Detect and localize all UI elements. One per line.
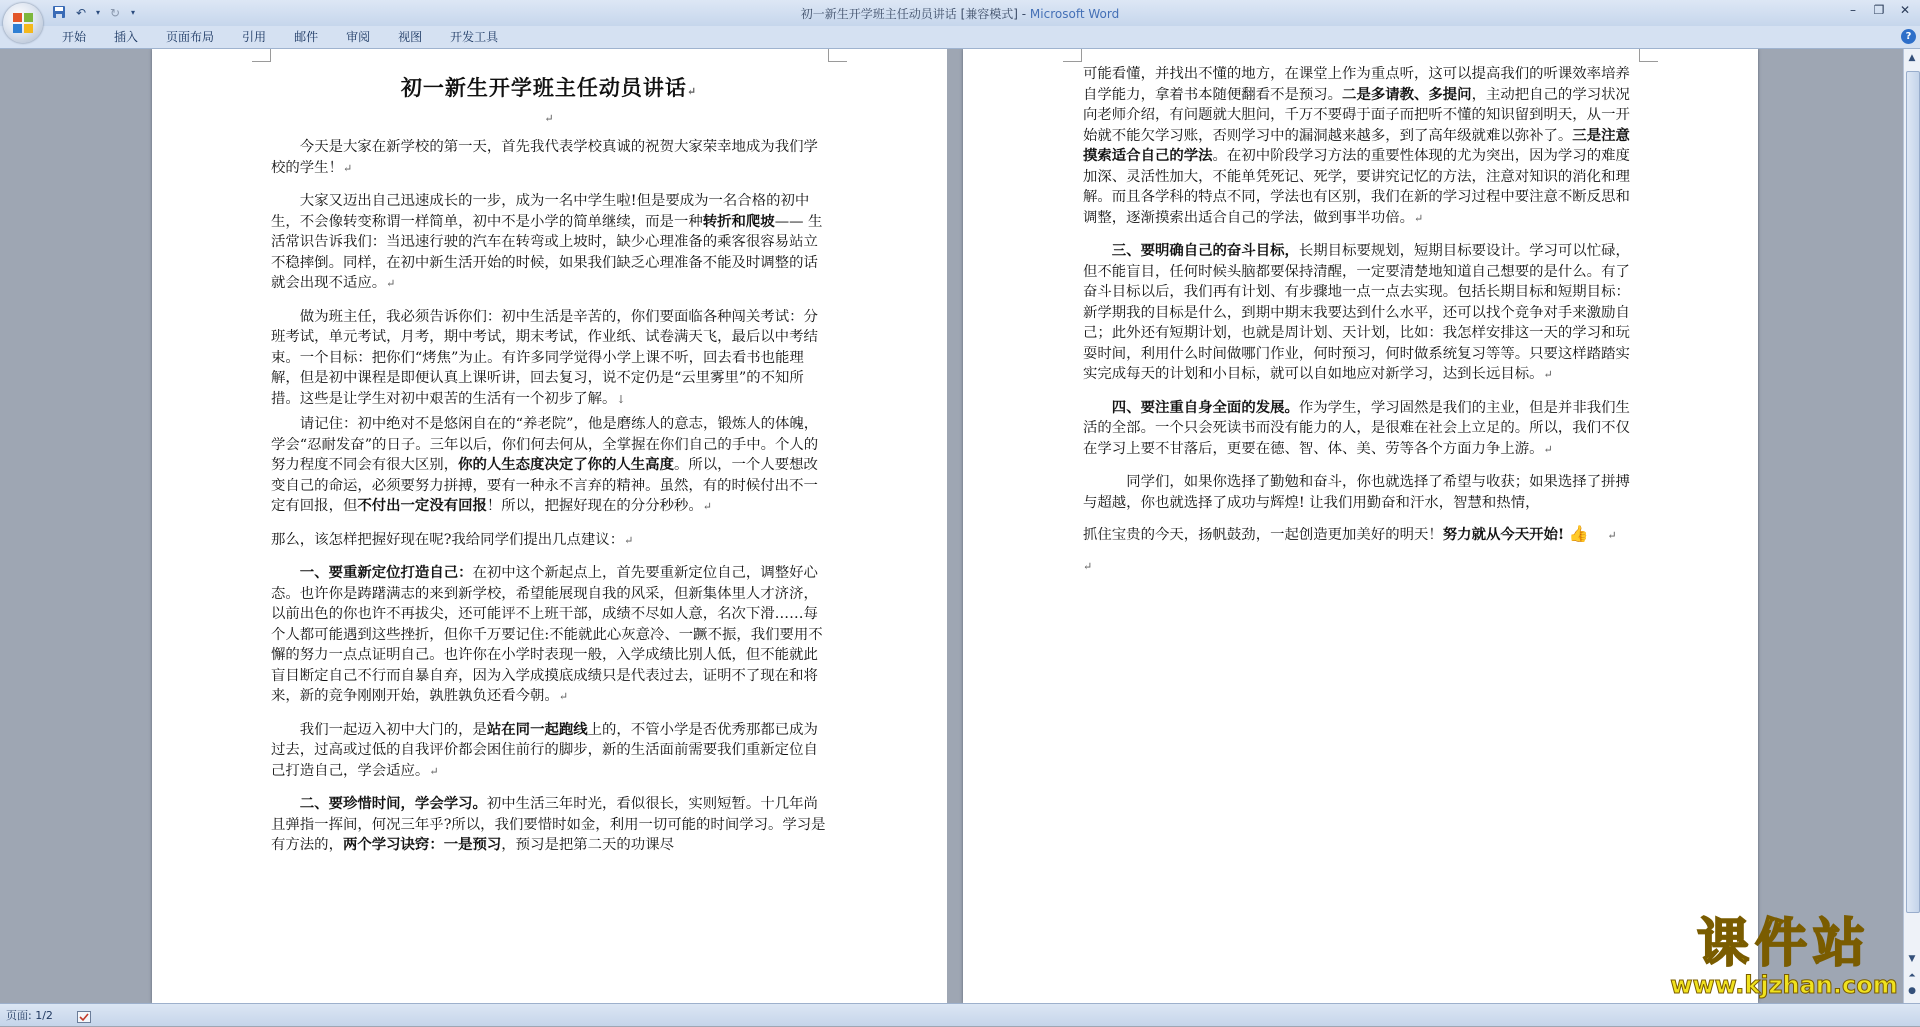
crop-mark [1639, 49, 1658, 62]
crop-mark [1063, 49, 1082, 62]
customize-qat-icon[interactable]: ▾ [130, 8, 135, 17]
document-page-1[interactable] [152, 49, 947, 1003]
crop-mark [252, 49, 271, 62]
tab-home[interactable]: 开始 [62, 30, 87, 44]
paragraph: 今天是大家在新学校的第一天，首先我代表学校真诚的祝贺大家荣幸地成为我们学校的学生！↵ [271, 139, 818, 176]
paragraph-text: 在初中这个新起点上，首先要重新定位自己，调整好心态。也许你是踌躇满志的来到新学校，希望能展现自我的风采，但新集体里人才济济，以前出色的你也许不再拔尖，还可能评不上班干部，成绩不尽如人意，名次下滑……每个人都可能遇到这些挫折，但你千万要记住:不能就此心灰意冷、一蹶不振，我们要用不懈的努力一点点证明自己。也许你在小学时表现一般，入学成绩比别人低，但不能就此盲目断定自己不行而自暴自弃，因为入学成摸底成绩只是代表过去，证明不了现在和将来，新的竞争刚刚开始，孰胜孰负还看今朝。 [271, 565, 823, 704]
paragraph-text: 作为学生，学习固然是我们的主业，但是并非我们生活的全部。一个只会死读书而没有能力的人，是很难在社会上立足的。所以，我们不仅在学习上要不甘落后，更要在德、智、体、美、劳等各个方面力争上游。 [1083, 399, 1630, 457]
ribbon [0, 26, 1920, 49]
close-icon[interactable]: ✕ [1899, 3, 1911, 17]
paragraph: 那么，该怎样把握好现在呢?我给同学们提出几点建议：↵ [271, 531, 634, 548]
tab-page-layout[interactable]: 页面布局 [166, 30, 215, 44]
scroll-down-icon[interactable]: ▼ [1908, 954, 1916, 964]
thumbs-up-icon: 👍 [1568, 524, 1589, 543]
page-gap [947, 49, 963, 1003]
tab-references[interactable]: 引用 [242, 30, 267, 44]
help-icon[interactable]: ? [1901, 29, 1916, 44]
document-title-text: 初一新生开学班主任动员讲话 [400, 75, 687, 100]
paragraph-text: 那么，该怎样把握好现在呢?我给同学们提出几点建议： [271, 531, 625, 548]
minimize-icon[interactable]: – [1850, 3, 1856, 17]
select-browse-object-icon[interactable]: ● [1908, 986, 1916, 996]
paragraph-text: 可能看懂，并找出不懂的地方，在课堂上作为重点听，这可以提高我们的听课效率培养自学能力，拿着书本随便翻看不是预习。 [1083, 66, 1630, 103]
bold-text: 四、要注重自身全面的发展。 [1111, 398, 1299, 416]
paragraph-text: 今天是大家在新学校的第一天，首先我代表学校真诚的祝贺大家荣幸地成为我们学校的学生！ [271, 139, 818, 176]
tab-developer[interactable]: 开发工具 [450, 30, 499, 44]
paragraph-text: —— 生活常识告诉我们：当迅速行驶的汽车在转弯或上坡时，缺少心理准备的乘客很容易站立不稳摔倒。同样，在初中新生活开始的时候，如果我们缺乏心理准备不能及时调整的话就会出现不适应。 [271, 213, 823, 291]
paragraph [1083, 472, 1639, 513]
paragraph-text: 初中生活三年时光，看似很长，实则短暂。十几年尚且弹指一挥间，何况三年乎?所以，我们要惜时如金，利用一切可能的时间学习。学习是有方法的， [271, 796, 826, 853]
page-1-text[interactable] [271, 63, 827, 856]
bold-text: 一、要重新定位打造自己： [299, 564, 473, 581]
document-workspace [0, 49, 1904, 1003]
tab-mailings[interactable]: 邮件 [294, 30, 319, 44]
watermark-title: 课件站 [1696, 913, 1871, 974]
vertical-scrollbar[interactable] [1903, 49, 1920, 1003]
tab-insert[interactable]: 插入 [114, 30, 139, 44]
redo-icon[interactable]: ↻ [109, 6, 121, 20]
paragraph: 一、要重新定位打造自己：在初中这个新起点上，首先要重新定位自己，调整好心态。也许你是踌躇满志的来到新学校，希望能展现自我的风采，但新集体里人才济济，以前出色的你也许不再拔尖，还可能评不上班干部，成绩不尽如人意，名次下滑……每个人都可能遇到这些挫折，但你千万要记住:不能就此心灰意冷、一蹶不振，我们要用不懈的努力一点点证明自己。也许你在小学时表现一般，入学成绩比别人低，但不能就此盲目断定自己不行而自暴自弃，因为入学成摸底成绩只是代表过去，证明不了现在和将来，新的竞争刚刚开始，孰胜孰负还看今朝。↵ [271, 564, 823, 704]
title-bar [0, 0, 1920, 26]
paragraph: 我们一起迈入初中大门的，是站在同一起跑线上的，不管小学是否优秀那都已成为过去，过高或过低的自我评价都会困住前行的脚步，新的生活面前需要我们重新定位自己打造自己，学会适应。↵ [271, 720, 818, 779]
restore-icon[interactable]: ❐ [1873, 3, 1885, 17]
paragraph: 抓住宝贵的今天，扬帆鼓劲，一起创造更加美好的明天！努力就从今天开始! 👍 ↵ [1083, 524, 1617, 543]
paragraph-text: ！所以，把握好现在的分分秒秒。 [486, 498, 703, 514]
window-controls [1840, 1, 1918, 19]
page-2-text[interactable] [1083, 64, 1639, 578]
bold-text: 努力就从今天开始! [1442, 526, 1565, 543]
bold-text: 三、要明确自己的奋斗目标， [1111, 242, 1299, 259]
crop-mark [828, 49, 847, 62]
bold-text: 两个学习诀窍：一是预习 [342, 836, 502, 853]
previous-page-icon[interactable]: ⏶ [1908, 971, 1916, 981]
paragraph-text: ，预习是把第二天的功课尽 [501, 837, 674, 853]
bold-text: 三是注意摸索适合自己的学法 [1083, 126, 1630, 164]
bold-text: 二、要珍惜时间，学会学习。 [299, 795, 487, 812]
proofing-icon[interactable] [77, 1008, 91, 1020]
watermark-url: www.kjzhan.com [1670, 971, 1898, 999]
paragraph-text: 做为班主任，我必须告诉你们：初中生活是辛苦的，你们要面临各种闯关考试：分班考试，单元考试，月考，期中考试，期末考试，作业纸、试卷满天飞，最后以中考结束。一个目标：把你们“烤焦”为止。有许多同学觉得小学上课不听，回去看书也能理解，但是初中课程是即便认真上课听讲，回去复习，说不定仍是“云里雾里”的不知所措。这些是让学生对初中艰苦的生活有一个初步了解。 [271, 308, 818, 407]
page-count[interactable]: 页面: 1/2 [6, 1009, 53, 1022]
paragraph-mark: ↵ [1083, 560, 1093, 573]
paragraph: 三、要明确自己的奋斗目标，长期目标要规划，短期目标要设计。学习可以忙碌，但不能盲目，任何时候头脑都要保持清醒，一定要清楚地知道自己想要的是什么。有了奋斗目标以后，我们再有计划、有步骤地一点一点去实现。包括长期目标和短期目标：新学期我的目标是什么，到期中期末我要达到什么水平，还可以找个竞争对手来激励自己；此外还有短期计划，也就是周计划、天计划，比如：我怎样安排这一天的学习和玩耍时间，利用什么时间做哪门作业，何时预习，何时做系统复习等等。只要这样踏踏实实完成每天的计划和小目标，就可以自如地应对新学习，达到长远目标。↵ [1083, 242, 1630, 382]
office-logo-icon [13, 13, 33, 33]
paragraph: 请记住：初中绝对不是悠闲自在的“养老院”，他是磨练人的意志，锻炼人的体魄，学会“忍耐发奋”的日子。三年以后，你们何去何从，全掌握在你们自己的手中。个人的努力程度不同会有很大区别，你的人生态度决定了你的人生高度。所以，一个人要想改变自己的命运，必须要努力拼搏，要有一种永不言弃的精神。虽然，有的时候付出不一定有回报，但不付出一定没有回报！所以，把握好现在的分分秒秒。↵ [271, 416, 819, 514]
paragraph-text: 请记住：初中绝对不是悠闲自在的“养老院”，他是磨练人的意志，锻炼人的体魄，学会“忍耐发奋”的日子。三年以后，你们何去何从，全掌握在你们自己的手中。个人的努力程度不同会有很大区别， [271, 416, 819, 473]
paragraph-text: 长期目标要规划，短期目标要设计。学习可以忙碌，但不能盲目，任何时候头脑都要保持清醒，一定要清楚地知道自己想要的是什么。有了奋斗目标以后，我们再有计划、有步骤地一点一点去实现。包括长期目标和短期目标：新学期我的目标是什么，到期中期末我要达到什么水平，还可以找个竞争对手来激励自己；此外还有短期计划，也就是周计划、天计划，比如：我怎样安排这一天的学习和玩耍时间，利用什么时间做哪门作业，何时预习，何时做系统复习等等。只要这样踏踏实实完成每天的计划和小目标，就可以自如地应对新学习，达到长远目标。 [1083, 243, 1630, 382]
ribbon-tabs [48, 29, 512, 45]
paragraph-text: ，主动把自己的学习状况向老师介绍，有问题就大胆问，千万不要碍于面子而把听不懂的知识留到明天，从一开始就不能欠学习账，否则学习中的漏洞越来越多，到了高年级就难以弥补了。 [1083, 86, 1630, 144]
paragraph [271, 794, 827, 856]
bold-text: 不付出一定没有回报 [357, 497, 487, 514]
undo-dropdown-icon[interactable]: ▾ [95, 8, 100, 17]
paragraph-text: 我们一起迈入初中大门的，是 [299, 721, 487, 738]
window-title [0, 5, 1920, 22]
watermark-logo [1664, 915, 1904, 1005]
bold-text: 二是多请教、多提问 [1342, 85, 1472, 103]
office-button[interactable] [3, 3, 43, 43]
document-name: 初一新生开学班主任动员讲话 [兼容模式] - [800, 7, 1030, 21]
paragraph-text: 大家又迈出自己迅速成长的一步，成为一名中学生啦!但是要成为一名合格的初中生，不会像转变称谓一样简单，初中不是小学的简单继续，而是一种 [271, 193, 810, 230]
paragraph: 做为班主任，我必须告诉你们：初中生活是辛苦的，你们要面临各种闯关考试：分班考试，单元考试，月考，期中考试，期末考试，作业纸、试卷满天飞，最后以中考结束。一个目标：把你们“烤焦”为止。有许多同学觉得小学上课不听，回去看书也能理解，但是初中课程是即便认真上课听讲，回去复习，说不定仍是“云里雾里”的不知所措。这些是让学生对初中艰苦的生活有一个初步了解。↓ [271, 308, 818, 407]
undo-icon[interactable]: ↶ [75, 6, 87, 20]
paragraph-text: 。所以，一个人要想改变自己的命运，必须要努力拼搏，要有一种永不言弃的精神。虽然，有的时候付出不一定有回报，但 [271, 457, 818, 514]
document-page-2[interactable] [963, 49, 1758, 1003]
app-name: Microsoft Word [1029, 7, 1120, 21]
scroll-up-icon[interactable]: ▲ [1908, 53, 1916, 63]
document-title: 初一新生开学班主任动员讲话↵ [400, 75, 698, 100]
paragraph: 四、要注重自身全面的发展。作为学生，学习固然是我们的主业，但是并非我们生活的全部。一个只会死读书而没有能力的人，是很难在社会上立足的。所以，我们不仅在学习上要不甘落后，更要在德、智、体、美、劳等各个方面力争上游。↵ [1083, 398, 1630, 457]
bold-text: 转折和爬坡 [702, 212, 775, 230]
paragraph-mark: ↵ [544, 112, 554, 125]
tab-review[interactable]: 审阅 [346, 30, 371, 44]
scrollbar-thumb[interactable] [1906, 71, 1920, 913]
paragraph: 大家又迈出自己迅速成长的一步，成为一名中学生啦!但是要成为一名合格的初中生，不会像转变称谓一样简单，初中不是小学的简单继续，而是一种转折和爬坡—— 生活常识告诉我们：当迅速行驶的汽车在转弯或上坡时，缺少心理准备的乘客很容易站立不稳摔倒。同样，在初中新生活开始的时候，如果我们缺乏心理准备不能及时调整的话就会出现不适应。↵ [271, 193, 823, 291]
paragraph-text: 抓住宝贵的今天，扬帆鼓劲，一起创造更加美好的明天！ [1083, 527, 1443, 543]
paragraph: 可能看懂，并找出不懂的地方，在课堂上作为重点听，这可以提高我们的听课效率培养自学能力，拿着书本随便翻看不是预习。二是多请教、多提问，主动把自己的学习状况向老师介绍，有问题就大胆问，千万不要碍于面子而把听不懂的知识留到明天，从一开始就不能欠学习账，否则学习中的漏洞越来越多，到了高年级就难以弥补了。三是注意摸索适合自己的学法。在初中阶段学习方法的重要性体现的尤为突出，因为学习的难度加深、灵活性加大，不能单凭死记、死学，要讲究记忆的方法，注意对知识的消化和理解。而且各学科的特点不同，学法也有区别，我们在新的学习过程中要注意不断反思和调整，逐渐摸索出适合自己的学法，做到事半功倍。↵ [1083, 66, 1630, 226]
status-bar [0, 1003, 1920, 1026]
bold-text: 站在同一起跑线 [486, 720, 588, 738]
tab-view[interactable]: 视图 [398, 30, 423, 44]
paragraph-text: 同学们，如果你选择了勤勉和奋斗，你也就选择了希望与收获；如果选择了拼搏与超越，你也就选择了成功与辉煌! 让我们用勤奋和汗水，智慧和热情， [1083, 474, 1630, 511]
bold-text: 你的人生态度决定了你的人生高度 [458, 456, 674, 473]
paragraph-text: 上的，不管小学是否优秀那都已成为过去，过高或过低的自我评价都会困住前行的脚步，新的生活面前需要我们重新定位自己打造自己，学会适应。 [271, 721, 818, 779]
paragraph-text: 。在初中阶段学习方法的重要性体现的尤为突出，因为学习的难度加深、灵活性加大，不能单凭死记、死学，要讲究记忆的方法，注意对知识的消化和理解。而且各学科的特点不同，学法也有区别，我们在新的学习过程中要注意不断反思和调整，逐渐摸索出适合自己的学法，做到事半功倍。 [1083, 148, 1630, 226]
